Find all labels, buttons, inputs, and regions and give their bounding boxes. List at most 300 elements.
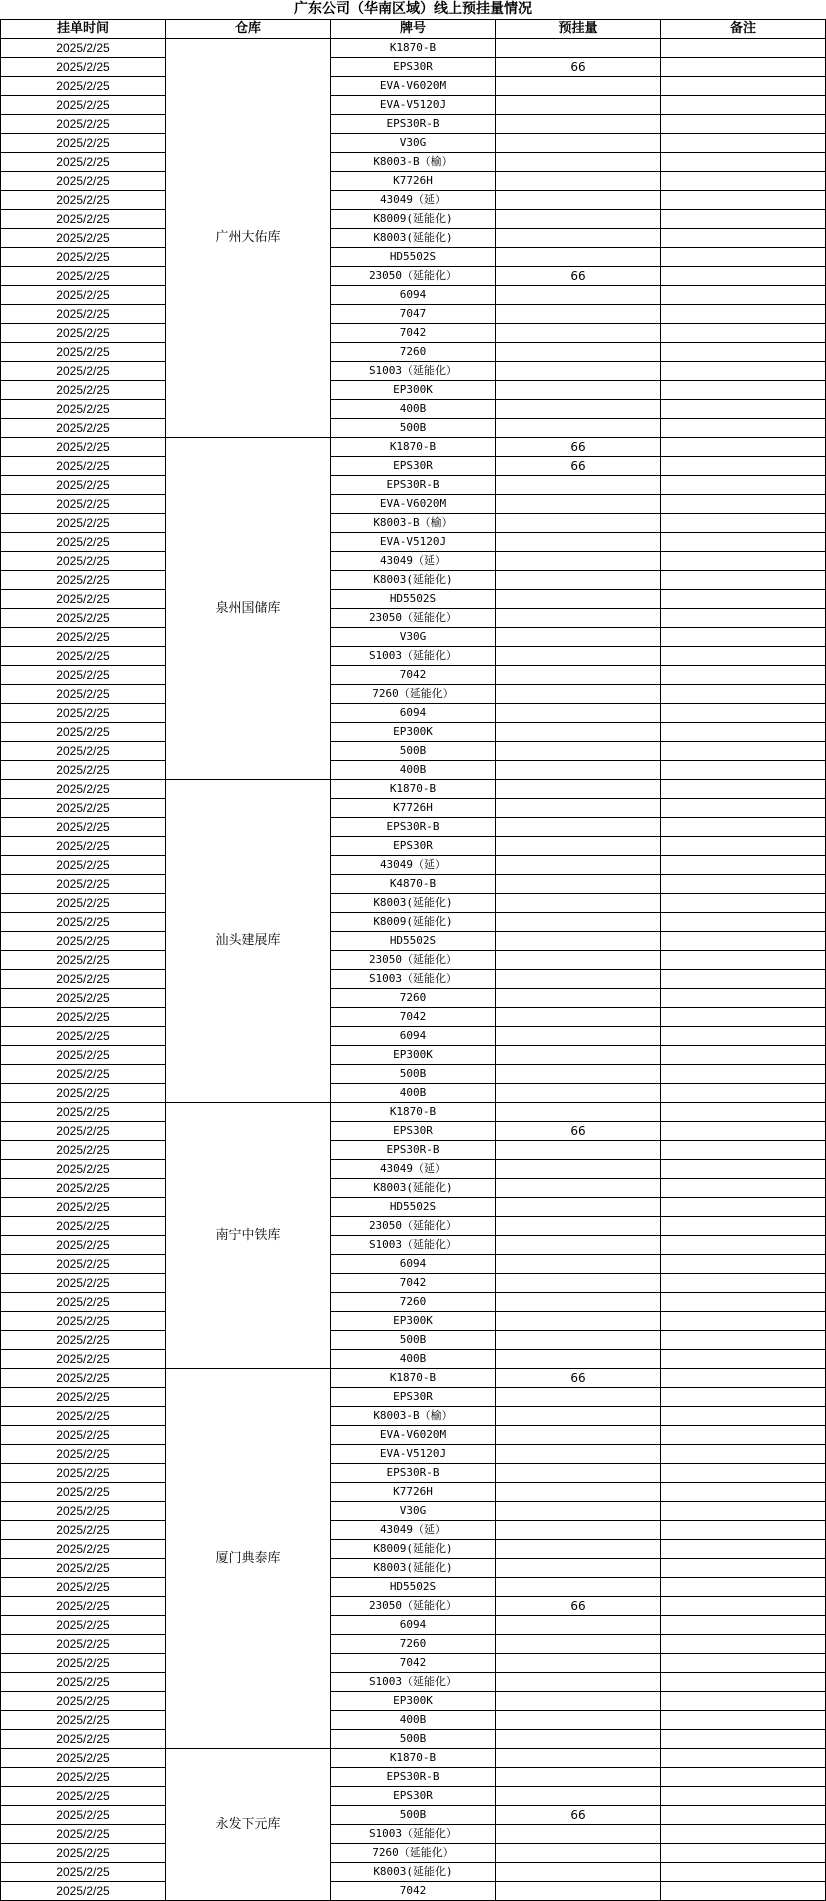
date-cell[interactable]: 2025/2/25: [1, 1730, 166, 1749]
quantity-cell[interactable]: [496, 286, 661, 305]
date-cell[interactable]: 2025/2/25: [1, 1160, 166, 1179]
remark-cell[interactable]: [661, 191, 826, 210]
remark-cell[interactable]: [661, 1008, 826, 1027]
remark-cell[interactable]: [661, 1407, 826, 1426]
quantity-cell[interactable]: [496, 153, 661, 172]
brand-cell[interactable]: HD5502S: [331, 590, 496, 609]
quantity-cell[interactable]: [496, 343, 661, 362]
remark-cell[interactable]: [661, 1255, 826, 1274]
remark-cell[interactable]: [661, 172, 826, 191]
date-cell[interactable]: 2025/2/25: [1, 1293, 166, 1312]
brand-cell[interactable]: EPS30R: [331, 1122, 496, 1141]
remark-cell[interactable]: [661, 324, 826, 343]
date-cell[interactable]: 2025/2/25: [1, 894, 166, 913]
date-cell[interactable]: 2025/2/25: [1, 1217, 166, 1236]
remark-cell[interactable]: [661, 1673, 826, 1692]
warehouse-cell[interactable]: 南宁中铁库: [166, 1103, 331, 1369]
brand-cell[interactable]: 23050（延能化）: [331, 609, 496, 628]
brand-cell[interactable]: 23050（延能化）: [331, 1217, 496, 1236]
quantity-cell[interactable]: [496, 894, 661, 913]
quantity-cell[interactable]: [496, 96, 661, 115]
quantity-cell[interactable]: [496, 609, 661, 628]
quantity-cell[interactable]: [496, 951, 661, 970]
date-cell[interactable]: 2025/2/25: [1, 1863, 166, 1882]
quantity-cell[interactable]: [496, 1692, 661, 1711]
date-cell[interactable]: 2025/2/25: [1, 1046, 166, 1065]
brand-cell[interactable]: 7260（延能化）: [331, 1844, 496, 1863]
brand-cell[interactable]: K8003(延能化): [331, 571, 496, 590]
quantity-cell[interactable]: 66: [496, 1369, 661, 1388]
remark-cell[interactable]: [661, 1293, 826, 1312]
date-cell[interactable]: 2025/2/25: [1, 381, 166, 400]
brand-cell[interactable]: 7260: [331, 343, 496, 362]
date-cell[interactable]: 2025/2/25: [1, 1274, 166, 1293]
date-cell[interactable]: 2025/2/25: [1, 932, 166, 951]
brand-cell[interactable]: K8009(延能化): [331, 210, 496, 229]
remark-cell[interactable]: [661, 704, 826, 723]
brand-cell[interactable]: 400B: [331, 1084, 496, 1103]
quantity-cell[interactable]: [496, 723, 661, 742]
date-cell[interactable]: 2025/2/25: [1, 913, 166, 932]
brand-cell[interactable]: EVA-V5120J: [331, 96, 496, 115]
brand-cell[interactable]: 23050（延能化）: [331, 951, 496, 970]
quantity-cell[interactable]: [496, 495, 661, 514]
quantity-cell[interactable]: [496, 1426, 661, 1445]
brand-cell[interactable]: S1003（延能化）: [331, 647, 496, 666]
date-cell[interactable]: 2025/2/25: [1, 1255, 166, 1274]
quantity-cell[interactable]: [496, 666, 661, 685]
quantity-cell[interactable]: [496, 1711, 661, 1730]
date-cell[interactable]: 2025/2/25: [1, 172, 166, 191]
date-cell[interactable]: 2025/2/25: [1, 685, 166, 704]
quantity-cell[interactable]: [496, 932, 661, 951]
brand-cell[interactable]: EPS30R-B: [331, 115, 496, 134]
remark-cell[interactable]: [661, 1350, 826, 1369]
quantity-cell[interactable]: [496, 1027, 661, 1046]
remark-cell[interactable]: [661, 1597, 826, 1616]
date-cell[interactable]: 2025/2/25: [1, 875, 166, 894]
brand-cell[interactable]: K8003(延能化): [331, 894, 496, 913]
remark-cell[interactable]: [661, 1122, 826, 1141]
remark-cell[interactable]: [661, 1483, 826, 1502]
date-cell[interactable]: 2025/2/25: [1, 799, 166, 818]
brand-cell[interactable]: K8009(延能化): [331, 913, 496, 932]
remark-cell[interactable]: [661, 1616, 826, 1635]
quantity-cell[interactable]: [496, 1787, 661, 1806]
quantity-cell[interactable]: 66: [496, 1597, 661, 1616]
remark-cell[interactable]: [661, 210, 826, 229]
quantity-cell[interactable]: [496, 1217, 661, 1236]
brand-cell[interactable]: S1003（延能化）: [331, 362, 496, 381]
remark-cell[interactable]: [661, 1217, 826, 1236]
date-cell[interactable]: 2025/2/25: [1, 77, 166, 96]
remark-cell[interactable]: [661, 1046, 826, 1065]
date-cell[interactable]: 2025/2/25: [1, 229, 166, 248]
brand-cell[interactable]: EVA-V6020M: [331, 1426, 496, 1445]
brand-cell[interactable]: EP300K: [331, 1046, 496, 1065]
date-cell[interactable]: 2025/2/25: [1, 1027, 166, 1046]
remark-cell[interactable]: [661, 77, 826, 96]
quantity-cell[interactable]: [496, 1502, 661, 1521]
date-cell[interactable]: 2025/2/25: [1, 457, 166, 476]
remark-cell[interactable]: [661, 438, 826, 457]
remark-cell[interactable]: [661, 609, 826, 628]
remark-cell[interactable]: [661, 1236, 826, 1255]
date-cell[interactable]: 2025/2/25: [1, 1103, 166, 1122]
date-cell[interactable]: 2025/2/25: [1, 1616, 166, 1635]
remark-cell[interactable]: [661, 628, 826, 647]
brand-cell[interactable]: EPS30R: [331, 58, 496, 77]
quantity-cell[interactable]: [496, 1483, 661, 1502]
date-cell[interactable]: 2025/2/25: [1, 343, 166, 362]
date-cell[interactable]: 2025/2/25: [1, 761, 166, 780]
date-cell[interactable]: 2025/2/25: [1, 324, 166, 343]
date-cell[interactable]: 2025/2/25: [1, 514, 166, 533]
date-cell[interactable]: 2025/2/25: [1, 1350, 166, 1369]
remark-cell[interactable]: [661, 419, 826, 438]
remark-cell[interactable]: [661, 1388, 826, 1407]
remark-cell[interactable]: [661, 1825, 826, 1844]
remark-cell[interactable]: [661, 856, 826, 875]
remark-cell[interactable]: [661, 1559, 826, 1578]
remark-cell[interactable]: [661, 932, 826, 951]
brand-cell[interactable]: K7726H: [331, 172, 496, 191]
quantity-cell[interactable]: [496, 1521, 661, 1540]
quantity-cell[interactable]: [496, 1863, 661, 1882]
quantity-cell[interactable]: [496, 115, 661, 134]
quantity-cell[interactable]: 66: [496, 1122, 661, 1141]
remark-cell[interactable]: [661, 495, 826, 514]
brand-cell[interactable]: 6094: [331, 1616, 496, 1635]
remark-cell[interactable]: [661, 1540, 826, 1559]
remark-cell[interactable]: [661, 685, 826, 704]
remark-cell[interactable]: [661, 1787, 826, 1806]
quantity-cell[interactable]: [496, 799, 661, 818]
date-cell[interactable]: 2025/2/25: [1, 1749, 166, 1768]
quantity-cell[interactable]: [496, 856, 661, 875]
brand-cell[interactable]: EVA-V5120J: [331, 1445, 496, 1464]
remark-cell[interactable]: [661, 1103, 826, 1122]
quantity-cell[interactable]: [496, 704, 661, 723]
date-cell[interactable]: 2025/2/25: [1, 1464, 166, 1483]
date-cell[interactable]: 2025/2/25: [1, 1673, 166, 1692]
brand-cell[interactable]: 400B: [331, 1711, 496, 1730]
quantity-cell[interactable]: [496, 324, 661, 343]
quantity-cell[interactable]: [496, 628, 661, 647]
brand-cell[interactable]: EP300K: [331, 723, 496, 742]
brand-cell[interactable]: 400B: [331, 400, 496, 419]
brand-cell[interactable]: S1003（延能化）: [331, 1825, 496, 1844]
brand-cell[interactable]: V30G: [331, 628, 496, 647]
remark-cell[interactable]: [661, 343, 826, 362]
brand-cell[interactable]: K8003-B（榆）: [331, 514, 496, 533]
quantity-cell[interactable]: [496, 172, 661, 191]
date-cell[interactable]: 2025/2/25: [1, 58, 166, 77]
date-cell[interactable]: 2025/2/25: [1, 552, 166, 571]
brand-cell[interactable]: K8003(延能化): [331, 1559, 496, 1578]
date-cell[interactable]: 2025/2/25: [1, 1825, 166, 1844]
brand-cell[interactable]: EVA-V6020M: [331, 77, 496, 96]
brand-cell[interactable]: 400B: [331, 761, 496, 780]
date-cell[interactable]: 2025/2/25: [1, 1692, 166, 1711]
brand-cell[interactable]: K8003-B（榆）: [331, 153, 496, 172]
brand-cell[interactable]: 7260（延能化）: [331, 685, 496, 704]
quantity-cell[interactable]: [496, 191, 661, 210]
quantity-cell[interactable]: 66: [496, 457, 661, 476]
date-cell[interactable]: 2025/2/25: [1, 305, 166, 324]
date-cell[interactable]: 2025/2/25: [1, 1654, 166, 1673]
remark-cell[interactable]: [661, 1692, 826, 1711]
date-cell[interactable]: 2025/2/25: [1, 1635, 166, 1654]
date-cell[interactable]: 2025/2/25: [1, 1768, 166, 1787]
brand-cell[interactable]: V30G: [331, 134, 496, 153]
date-cell[interactable]: 2025/2/25: [1, 267, 166, 286]
quantity-cell[interactable]: [496, 552, 661, 571]
remark-cell[interactable]: [661, 799, 826, 818]
date-cell[interactable]: 2025/2/25: [1, 856, 166, 875]
brand-cell[interactable]: EVA-V5120J: [331, 533, 496, 552]
date-cell[interactable]: 2025/2/25: [1, 1312, 166, 1331]
remark-cell[interactable]: [661, 58, 826, 77]
brand-cell[interactable]: 400B: [331, 1350, 496, 1369]
date-cell[interactable]: 2025/2/25: [1, 1369, 166, 1388]
remark-cell[interactable]: [661, 666, 826, 685]
quantity-cell[interactable]: [496, 1008, 661, 1027]
date-cell[interactable]: 2025/2/25: [1, 419, 166, 438]
quantity-cell[interactable]: [496, 1312, 661, 1331]
quantity-cell[interactable]: [496, 875, 661, 894]
quantity-cell[interactable]: [496, 742, 661, 761]
brand-cell[interactable]: K1870-B: [331, 780, 496, 799]
remark-cell[interactable]: [661, 248, 826, 267]
date-cell[interactable]: 2025/2/25: [1, 666, 166, 685]
remark-cell[interactable]: [661, 647, 826, 666]
quantity-cell[interactable]: [496, 1388, 661, 1407]
remark-cell[interactable]: [661, 400, 826, 419]
brand-cell[interactable]: 6094: [331, 1027, 496, 1046]
date-cell[interactable]: 2025/2/25: [1, 1388, 166, 1407]
date-cell[interactable]: 2025/2/25: [1, 1882, 166, 1901]
date-cell[interactable]: 2025/2/25: [1, 1141, 166, 1160]
remark-cell[interactable]: [661, 381, 826, 400]
brand-cell[interactable]: 7042: [331, 1882, 496, 1901]
remark-cell[interactable]: [661, 1768, 826, 1787]
remark-cell[interactable]: [661, 1160, 826, 1179]
brand-cell[interactable]: 7042: [331, 666, 496, 685]
quantity-cell[interactable]: [496, 1578, 661, 1597]
remark-cell[interactable]: [661, 1711, 826, 1730]
remark-cell[interactable]: [661, 153, 826, 172]
remark-cell[interactable]: [661, 552, 826, 571]
brand-cell[interactable]: EP300K: [331, 381, 496, 400]
remark-cell[interactable]: [661, 742, 826, 761]
brand-cell[interactable]: 7042: [331, 324, 496, 343]
quantity-cell[interactable]: 66: [496, 267, 661, 286]
brand-cell[interactable]: 6094: [331, 704, 496, 723]
quantity-cell[interactable]: 66: [496, 1806, 661, 1825]
remark-cell[interactable]: [661, 590, 826, 609]
remark-cell[interactable]: [661, 1844, 826, 1863]
quantity-cell[interactable]: [496, 1730, 661, 1749]
brand-cell[interactable]: 6094: [331, 286, 496, 305]
date-cell[interactable]: 2025/2/25: [1, 115, 166, 134]
quantity-cell[interactable]: [496, 134, 661, 153]
quantity-cell[interactable]: [496, 1768, 661, 1787]
date-cell[interactable]: 2025/2/25: [1, 571, 166, 590]
quantity-cell[interactable]: [496, 419, 661, 438]
brand-cell[interactable]: S1003（延能化）: [331, 970, 496, 989]
date-cell[interactable]: 2025/2/25: [1, 780, 166, 799]
brand-cell[interactable]: EP300K: [331, 1692, 496, 1711]
quantity-cell[interactable]: [496, 1141, 661, 1160]
date-cell[interactable]: 2025/2/25: [1, 248, 166, 267]
brand-cell[interactable]: HD5502S: [331, 932, 496, 951]
brand-cell[interactable]: 43049（延）: [331, 1521, 496, 1540]
quantity-cell[interactable]: [496, 1673, 661, 1692]
date-cell[interactable]: 2025/2/25: [1, 609, 166, 628]
quantity-cell[interactable]: [496, 1350, 661, 1369]
date-cell[interactable]: 2025/2/25: [1, 837, 166, 856]
remark-cell[interactable]: [661, 96, 826, 115]
remark-cell[interactable]: [661, 989, 826, 1008]
quantity-cell[interactable]: [496, 1179, 661, 1198]
date-cell[interactable]: 2025/2/25: [1, 628, 166, 647]
remark-cell[interactable]: [661, 571, 826, 590]
brand-cell[interactable]: 500B: [331, 1065, 496, 1084]
brand-cell[interactable]: K4870-B: [331, 875, 496, 894]
quantity-cell[interactable]: [496, 1882, 661, 1901]
quantity-cell[interactable]: [496, 305, 661, 324]
date-cell[interactable]: 2025/2/25: [1, 476, 166, 495]
quantity-cell[interactable]: [496, 685, 661, 704]
remark-cell[interactable]: [661, 1084, 826, 1103]
date-cell[interactable]: 2025/2/25: [1, 989, 166, 1008]
remark-cell[interactable]: [661, 723, 826, 742]
brand-cell[interactable]: 500B: [331, 1806, 496, 1825]
date-cell[interactable]: 2025/2/25: [1, 704, 166, 723]
brand-cell[interactable]: K8003(延能化): [331, 1863, 496, 1882]
remark-cell[interactable]: [661, 1654, 826, 1673]
quantity-cell[interactable]: [496, 1103, 661, 1122]
date-cell[interactable]: 2025/2/25: [1, 1806, 166, 1825]
brand-cell[interactable]: 7042: [331, 1274, 496, 1293]
date-cell[interactable]: 2025/2/25: [1, 1065, 166, 1084]
date-cell[interactable]: 2025/2/25: [1, 495, 166, 514]
remark-cell[interactable]: [661, 1274, 826, 1293]
remark-cell[interactable]: [661, 229, 826, 248]
quantity-cell[interactable]: [496, 1654, 661, 1673]
remark-cell[interactable]: [661, 1179, 826, 1198]
brand-cell[interactable]: 43049（延）: [331, 191, 496, 210]
quantity-cell[interactable]: [496, 210, 661, 229]
date-cell[interactable]: 2025/2/25: [1, 191, 166, 210]
date-cell[interactable]: 2025/2/25: [1, 1502, 166, 1521]
quantity-cell[interactable]: [496, 1065, 661, 1084]
remark-cell[interactable]: [661, 305, 826, 324]
brand-cell[interactable]: S1003（延能化）: [331, 1236, 496, 1255]
brand-cell[interactable]: K8003(延能化): [331, 1179, 496, 1198]
quantity-cell[interactable]: [496, 1464, 661, 1483]
remark-cell[interactable]: [661, 818, 826, 837]
remark-cell[interactable]: [661, 286, 826, 305]
remark-cell[interactable]: [661, 1445, 826, 1464]
brand-cell[interactable]: K8003-B（榆）: [331, 1407, 496, 1426]
brand-cell[interactable]: EPS30R: [331, 837, 496, 856]
date-cell[interactable]: 2025/2/25: [1, 647, 166, 666]
brand-cell[interactable]: 43049（延）: [331, 552, 496, 571]
warehouse-cell[interactable]: 永发下元库: [166, 1749, 331, 1901]
quantity-cell[interactable]: [496, 1274, 661, 1293]
quantity-cell[interactable]: [496, 1749, 661, 1768]
brand-cell[interactable]: 7260: [331, 1293, 496, 1312]
date-cell[interactable]: 2025/2/25: [1, 818, 166, 837]
remark-cell[interactable]: [661, 362, 826, 381]
brand-cell[interactable]: K1870-B: [331, 39, 496, 58]
date-cell[interactable]: 2025/2/25: [1, 1559, 166, 1578]
brand-cell[interactable]: EPS30R: [331, 457, 496, 476]
remark-cell[interactable]: [661, 1635, 826, 1654]
quantity-cell[interactable]: [496, 1844, 661, 1863]
brand-cell[interactable]: EPS30R-B: [331, 1768, 496, 1787]
brand-cell[interactable]: EPS30R: [331, 1388, 496, 1407]
warehouse-cell[interactable]: 汕头建展库: [166, 780, 331, 1103]
brand-cell[interactable]: K8009(延能化): [331, 1540, 496, 1559]
brand-cell[interactable]: EPS30R: [331, 1787, 496, 1806]
date-cell[interactable]: 2025/2/25: [1, 1179, 166, 1198]
brand-cell[interactable]: 23050（延能化）: [331, 1597, 496, 1616]
quantity-cell[interactable]: [496, 647, 661, 666]
brand-cell[interactable]: HD5502S: [331, 1578, 496, 1597]
remark-cell[interactable]: [661, 514, 826, 533]
remark-cell[interactable]: [661, 1730, 826, 1749]
date-cell[interactable]: 2025/2/25: [1, 1084, 166, 1103]
date-cell[interactable]: 2025/2/25: [1, 1198, 166, 1217]
brand-cell[interactable]: 43049（延）: [331, 1160, 496, 1179]
date-cell[interactable]: 2025/2/25: [1, 1445, 166, 1464]
remark-cell[interactable]: [661, 1749, 826, 1768]
remark-cell[interactable]: [661, 1578, 826, 1597]
quantity-cell[interactable]: [496, 780, 661, 799]
date-cell[interactable]: 2025/2/25: [1, 134, 166, 153]
remark-cell[interactable]: [661, 457, 826, 476]
remark-cell[interactable]: [661, 780, 826, 799]
warehouse-cell[interactable]: 广州大佑库: [166, 39, 331, 438]
date-cell[interactable]: 2025/2/25: [1, 1597, 166, 1616]
brand-cell[interactable]: EPS30R-B: [331, 1464, 496, 1483]
remark-cell[interactable]: [661, 1331, 826, 1350]
quantity-cell[interactable]: [496, 837, 661, 856]
date-cell[interactable]: 2025/2/25: [1, 400, 166, 419]
quantity-cell[interactable]: [496, 818, 661, 837]
brand-cell[interactable]: HD5502S: [331, 248, 496, 267]
brand-cell[interactable]: EPS30R-B: [331, 818, 496, 837]
remark-cell[interactable]: [661, 761, 826, 780]
date-cell[interactable]: 2025/2/25: [1, 438, 166, 457]
remark-cell[interactable]: [661, 1141, 826, 1160]
date-cell[interactable]: 2025/2/25: [1, 1521, 166, 1540]
quantity-cell[interactable]: [496, 1084, 661, 1103]
remark-cell[interactable]: [661, 1863, 826, 1882]
brand-cell[interactable]: K1870-B: [331, 1103, 496, 1122]
quantity-cell[interactable]: [496, 1160, 661, 1179]
quantity-cell[interactable]: [496, 1559, 661, 1578]
date-cell[interactable]: 2025/2/25: [1, 1331, 166, 1350]
quantity-cell[interactable]: [496, 970, 661, 989]
quantity-cell[interactable]: [496, 1046, 661, 1065]
remark-cell[interactable]: [661, 1312, 826, 1331]
quantity-cell[interactable]: [496, 77, 661, 96]
brand-cell[interactable]: K1870-B: [331, 438, 496, 457]
